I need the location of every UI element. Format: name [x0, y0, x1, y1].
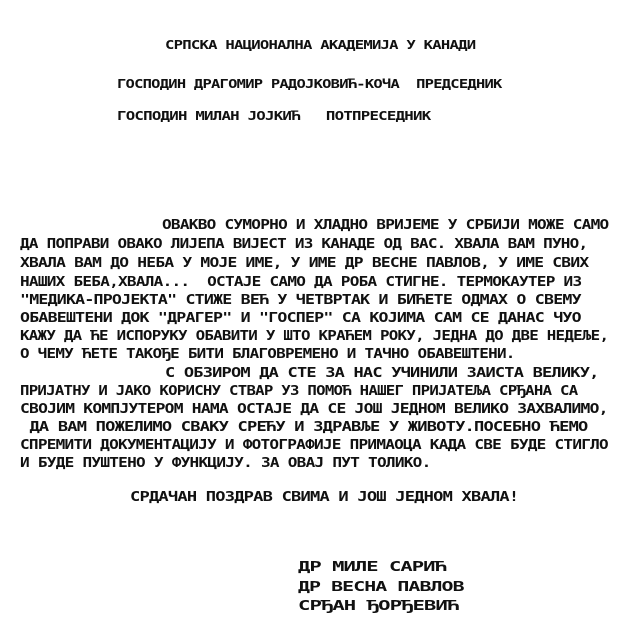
- signature-line: ДР МИЛЕ САРИЋ: [298, 560, 446, 575]
- signature-line: ДР ВЕСНА ПАВЛОВ: [298, 580, 464, 595]
- body-line: ПРИЈАТНУ И ЈАКО КОРИСНУ СТВАР УЗ ПОМОЋ НАШЕГ ПРИЈАТЕЉА СРЂАНА СА: [20, 384, 578, 399]
- body-line: СПРЕМИТИ ДОКУМЕНТАЦИЈУ И ФОТОГРАФИЈЕ ПРИМАОЦА КАДА СВЕ БУДЕ СТИГЛО: [20, 438, 608, 453]
- body-line: О ЧЕМУ ЋЕТЕ ТАКОЂЕ БИТИ БЛАГОВРЕМЕНО И ТАЧНО ОБАВЕШТЕНИ.: [20, 347, 515, 362]
- closing-greeting: СРДАЧАН ПОЗДРАВ СВИМА И ЈОШ ЈЕДНОМ ХВАЛА!: [130, 490, 519, 505]
- body-line: ОБАВЕШТЕНИ ДОК "ДРАГЕР" И "ГОСПЕР" СА КОЈИМА САМ СЕ ДАНАС ЧУО: [20, 311, 581, 326]
- academy-title: СРПСКА НАЦИОНАЛНА АКАДЕМИЈА У КАНАДИ: [165, 37, 476, 52]
- body-line: ДА ВАМ ПОЖЕЛИМО СВАКУ СРЕЋУ И ЗДРАВЉЕ У ЖИВОТУ.ПОСЕБНО ЋЕМО: [20, 420, 588, 435]
- body-line: ХВАЛА ВАМ ДО НЕБА У МОЈЕ ИМЕ, У ИМЕ ДР ВЕСНЕ ПАВЛОВ, У ИМЕ СВИХ: [20, 256, 589, 271]
- president-line: ГОСПОДИН ДРАГОМИР РАДОЈКОВИЋ-КОЧА ПРЕДСЕДНИК: [117, 76, 502, 91]
- body-line: СВОЈИМ КОМПЈУТЕРОМ НАМА ОСТАЈЕ ДА СЕ ЈОШ ЈЕДНОМ ВЕЛИКО ЗАХВАЛИМО,: [20, 402, 608, 417]
- body-line: С ОБЗИРОМ ДА СТЕ ЗА НАС УЧИНИЛИ ЗАИСТА ВЕЛИКУ,: [165, 366, 599, 381]
- body-line: НАШИХ БЕБА,ХВАЛА... ОСТАЈЕ САМО ДА РОБА СТИГНЕ. ТЕРМОКАУТЕР ИЗ: [20, 275, 582, 290]
- body-line: И БУДЕ ПУШТЕНО У ФУНКЦИЈУ. ЗА ОВАЈ ПУТ ТОЛИКО.: [20, 456, 431, 471]
- signature-line: СРЂАН ЂОРЂЕВИЋ: [298, 599, 459, 614]
- body-line: КАЖУ ДА ЋЕ ИСПОРУКУ ОБАВИТИ У ШТО КРАЋЕМ РОКУ, ЈЕДНА ДО ДВЕ НЕДЕЉЕ,: [20, 329, 609, 344]
- body-line: "МЕДИКА-ПРОЈЕКТА" СТИЖЕ ВЕЋ У ЧЕТВРТАК И БИЋЕТЕ ОДМАХ О СВЕМУ: [20, 293, 581, 308]
- body-line: ДА ПОПРАВИ ОВАКО ЛИЈЕПА ВИЈЕСТ ИЗ КАНАДЕ ОД ВАС. ХВАЛА ВАМ ПУНО,: [20, 237, 588, 252]
- body-line: ОВАКВО СУМОРНО И ХЛАДНО ВРИЈЕМЕ У СРБИЈИ МОЖЕ САМО: [162, 218, 609, 233]
- vice-president-line: ГОСПОДИН МИЛАН ЈОЈКИЋ ПОТПРЕСЕДНИК: [117, 108, 431, 123]
